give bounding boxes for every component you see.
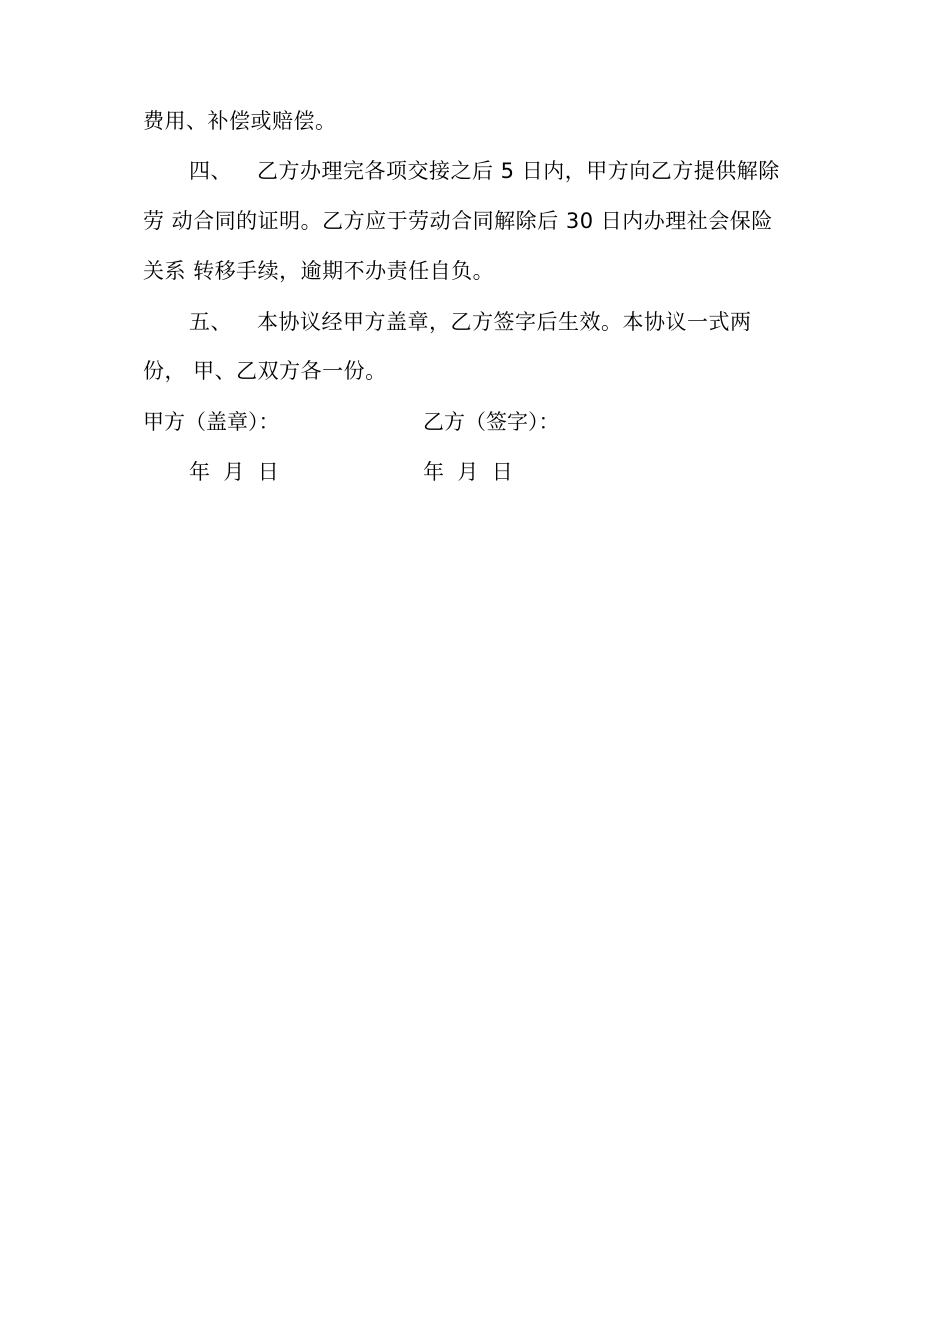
- party-a-signature-label: 甲方（盖章）：: [143, 410, 280, 434]
- clause-4-third-line: 关系 转移手续，逾期不办责任自负。: [143, 259, 495, 283]
- party-b-date: 年 月 日: [423, 460, 513, 484]
- clause-4-first-line: [143, 156, 813, 186]
- clause-5-text-a: 本协议经甲方盖章，乙方签字后生效。本协议一式两: [257, 310, 752, 334]
- clause-5-second-line: 份， 甲、乙双方各一份。: [143, 359, 387, 383]
- clause-4-number: 四、: [189, 159, 232, 183]
- clause-5-number: 五、: [189, 310, 232, 334]
- paragraph-line: 费用、补偿或赔偿。: [143, 109, 337, 133]
- clause-5-first-line: [143, 307, 813, 337]
- party-a-date: 年 月 日: [189, 460, 279, 484]
- party-b-signature-label: 乙方（签字）：: [423, 410, 560, 434]
- clause-4-text-a: 乙方办理完各项交接之后 5 日内，甲方向乙方提供解除: [257, 159, 780, 183]
- clause-4-second-line: 劳 动合同的证明。乙方应于劳动合同解除后 30 日内办理社会保险: [143, 209, 773, 233]
